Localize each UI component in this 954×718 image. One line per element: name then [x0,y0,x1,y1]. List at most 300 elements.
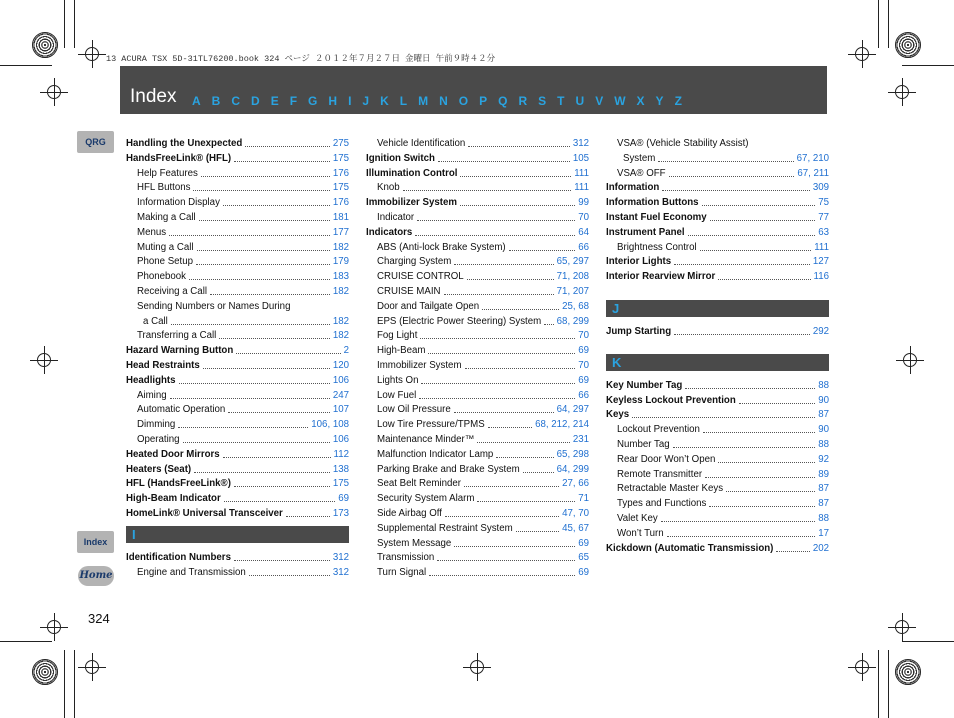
page-reference-link[interactable]: 69 [338,493,349,505]
page-reference-link[interactable]: 90 [818,424,829,436]
dot-leader [234,551,330,561]
index-entry [606,438,829,453]
index-term: VSA® OFF [617,167,666,179]
index-term: Receiving a Call [137,285,207,297]
index-entry [126,181,349,196]
page-reference-link[interactable]: 45, 67 [562,522,589,534]
dot-leader [196,255,330,265]
index-term: Seat Belt Reminder [377,478,461,490]
index-entry [126,329,349,344]
trim-line [888,0,889,48]
dot-leader [477,492,575,502]
page-reference-link[interactable]: 64 [578,226,589,238]
index-term: Low Oil Pressure [377,404,451,416]
page-reference-link[interactable]: 71, 207 [556,285,589,297]
letter-link[interactable]: K [380,94,389,108]
index-term: Malfunction Indicator Lamp [377,448,494,460]
dot-leader [428,344,575,354]
page-reference-link[interactable]: 71, 208 [556,271,589,283]
page-reference-link[interactable]: 292 [812,325,829,337]
letter-link[interactable]: A [192,94,201,108]
index-term: Number Tag [617,438,670,450]
index-entry [606,394,829,409]
index-term: Indicators [366,226,413,238]
index-term: Information Buttons [606,197,699,209]
page-reference-link[interactable]: 64, 299 [556,463,589,475]
index-entry [366,270,589,285]
index-entry [606,152,829,167]
trim-line [64,0,65,48]
dot-leader [234,152,330,162]
index-entry [126,418,349,433]
index-term: Maintenance Minder™ [377,433,475,445]
letter-link[interactable]: X [636,94,645,108]
letter-link[interactable]: G [308,94,318,108]
index-entry [606,196,829,211]
index-term: Handling the Unexpected [126,138,243,149]
index-entry [126,566,349,581]
index-term: Illumination Control [366,167,458,179]
index-entry [606,482,829,497]
index-entry [606,379,829,394]
crosshair-left-top [47,85,61,99]
page-reference-link[interactable]: 64, 297 [556,404,589,416]
page-reference-link[interactable]: 312 [332,566,349,578]
trim-line [888,650,889,718]
index-entry [126,315,349,330]
index-term: Indicator [377,211,415,223]
dot-leader [702,196,816,206]
index-term: Phone Setup [137,256,194,268]
crosshair-top-right [855,47,869,61]
letter-link[interactable]: R [518,94,528,108]
index-entry [126,255,349,270]
dot-leader [223,196,330,206]
page-reference-link[interactable]: 111 [574,182,589,194]
index-term: EPS (Electric Power Steering) System [377,315,542,327]
index-entry [366,551,589,566]
index-entry [606,226,829,241]
index-entry [366,241,589,256]
registration-circle-bottom-right [895,659,921,685]
dot-leader [467,270,554,280]
index-term: Valet Key [617,512,658,524]
dot-leader [703,423,815,433]
dot-leader [178,418,308,428]
dot-leader [454,255,553,265]
dot-leader [465,359,576,369]
entry-list [606,379,829,557]
page-reference-link[interactable]: 70 [578,359,589,371]
letter-link[interactable]: B [211,94,221,108]
page-reference-link[interactable]: 116 [813,271,829,283]
letter-link[interactable]: M [418,94,429,108]
crosshair-left-bottom [47,620,61,634]
page-reference-link[interactable]: 112 [333,448,349,460]
dot-leader [249,566,330,576]
page-reference-link[interactable]: 47, 70 [562,507,589,519]
index-term: Muting a Call [137,241,194,253]
index-term: Transferring a Call [137,330,217,342]
page-reference-link[interactable]: 173 [332,507,349,519]
crosshair-right-top [895,85,909,99]
index-term: Charging System [377,256,452,268]
page-reference-link[interactable]: 175 [332,478,349,490]
index-term: VSA® (Vehicle Stability Assist) [617,138,749,149]
page-reference-link[interactable]: 111 [574,167,589,179]
page-reference-link[interactable]: 71 [578,493,589,505]
index-term: Instant Fuel Economy [606,211,707,223]
dot-leader [718,270,810,280]
dot-leader [464,477,559,487]
dot-leader [236,344,340,354]
dot-leader [183,433,330,443]
page-reference-link[interactable]: 106 [332,433,349,445]
dot-leader [170,389,330,399]
dot-leader [438,152,570,162]
letter-link[interactable]: Z [674,94,682,108]
page-reference-link[interactable]: 69 [578,537,589,549]
index-term: Brightness Control [617,241,697,253]
index-term: Making a Call [137,211,196,223]
dot-leader [710,211,816,221]
letter-link[interactable]: S [538,94,547,108]
letter-link[interactable]: J [362,94,370,108]
index-entry [366,255,589,270]
index-entry [606,527,829,542]
page-reference-link[interactable]: 175 [332,182,349,194]
index-term: Immobilizer System [377,359,462,371]
index-term: Vehicle Identification [377,138,466,149]
index-term: Won’t Turn [617,527,664,539]
trim-line [74,0,75,48]
index-entry [606,423,829,438]
page-reference-link[interactable]: 182 [332,315,349,327]
letter-link[interactable]: L [399,94,408,108]
page-reference-link[interactable]: 182 [332,330,349,342]
page-reference-link[interactable]: 88 [818,512,829,524]
index-term: Dimming [137,419,176,431]
dot-leader [417,211,575,221]
registration-circle-bottom-left [32,659,58,685]
index-term: Aiming [137,389,167,401]
page-reference-link[interactable]: 182 [332,241,349,253]
page-reference-link[interactable]: 87 [818,498,829,510]
trim-line [902,65,954,66]
dot-leader [718,453,815,463]
letter-link[interactable]: I [348,94,352,108]
page-reference-link[interactable]: 67, 210 [796,152,829,164]
index-entry [126,507,349,522]
dot-leader [228,403,330,413]
dot-leader [523,463,554,473]
index-entry [126,196,349,211]
page-reference-link[interactable]: 75 [818,197,829,209]
index-entry [366,566,589,581]
dot-leader [661,512,815,522]
index-term: Menus [137,226,167,238]
index-entry [606,241,829,256]
index-term: Information Display [137,197,220,209]
dot-leader [437,551,575,561]
page-reference-link[interactable]: 202 [812,542,829,554]
index-entry [126,477,349,492]
dot-leader [726,482,815,492]
letter-link[interactable]: W [614,94,626,108]
qrg-tab[interactable]: QRG [77,131,114,153]
letter-link[interactable]: U [575,94,585,108]
index-entry [366,359,589,374]
dot-leader [444,285,554,295]
index-entry [606,270,829,285]
dot-leader [197,241,330,251]
page-reference-link[interactable]: 67, 211 [797,167,829,179]
trim-line [64,650,65,718]
dot-leader [234,477,330,487]
index-term: Heaters (Seat) [126,463,192,475]
index-term: Key Number Tag [606,379,683,391]
index-entry [126,270,349,285]
page-reference-link[interactable]: 231 [572,433,589,445]
page-reference-link[interactable]: 107 [332,404,349,416]
index-entry [606,137,829,152]
entry-list [606,137,829,285]
dot-leader [403,181,572,191]
dot-leader [776,542,809,552]
index-term: System [623,152,656,164]
letter-link[interactable]: Y [655,94,664,108]
dot-leader [632,408,815,418]
index-term: Sending Numbers or Names During [137,300,291,312]
dot-leader [705,468,815,478]
page-reference-link[interactable]: 69 [578,345,589,357]
index-term: Door and Tailgate Open [377,300,480,312]
letter-link[interactable]: T [557,94,565,108]
page-reference-link[interactable]: 27, 66 [562,478,589,490]
page-reference-link[interactable]: 111 [814,241,829,253]
page-reference-link[interactable]: 179 [332,256,349,268]
index-entry [366,211,589,226]
trim-line [902,641,954,642]
page-reference-link[interactable]: 70 [578,211,589,223]
page-reference-link[interactable]: 68, 212, 214 [535,419,589,431]
page-reference-link[interactable]: 138 [332,463,349,475]
crosshair-bottom-mid [470,660,484,674]
page-reference-link[interactable]: 120 [332,359,349,371]
page-reference-link[interactable]: 88 [818,438,829,450]
dot-leader [223,448,331,458]
page-reference-link[interactable]: 88 [818,379,829,391]
trim-line [878,650,879,718]
page-reference-link[interactable]: 181 [332,211,349,223]
index-entry [606,408,829,423]
section-header-k: K [606,354,829,371]
page-reference-link[interactable]: 106 [332,374,349,386]
page-reference-link[interactable]: 106, 108 [311,419,349,431]
page-reference-link[interactable]: 175 [332,152,349,164]
page-reference-link[interactable]: 2 [343,345,349,357]
index-entry [606,167,829,182]
index-term: Parking Brake and Brake System [377,463,520,475]
index-entry [606,453,829,468]
dot-leader [179,374,330,384]
index-term: HFL (HandsFreeLink®) [126,478,231,490]
dot-leader [516,522,559,532]
dot-leader [477,433,569,443]
index-entry [126,211,349,226]
index-entry [366,463,589,478]
index-term: Head Restraints [126,359,200,371]
index-tab[interactable]: Index [77,531,114,553]
index-entry [606,512,829,527]
page-reference-link[interactable]: 127 [812,256,829,268]
index-term: Engine and Transmission [137,566,246,578]
index-entry [366,137,589,152]
page-reference-link[interactable]: 309 [812,182,829,194]
letter-link[interactable]: C [231,94,241,108]
index-entry [366,389,589,404]
page-reference-link[interactable]: 105 [572,152,589,164]
page-reference-link[interactable]: 87 [818,409,829,421]
crosshair-top-left [85,47,99,61]
letter-link[interactable]: E [270,94,279,108]
letter-link[interactable]: H [328,94,338,108]
index-term: Low Fuel [377,389,417,401]
letter-link[interactable]: N [439,94,448,108]
crosshair-left-mid [37,353,51,367]
index-term: Supplemental Restraint System [377,522,513,534]
index-term: HomeLink® Universal Transceiver [126,507,283,519]
index-entry [126,285,349,300]
index-entry [366,285,589,300]
dot-leader [700,241,812,251]
page-reference-link[interactable]: 87 [818,483,829,495]
index-entry [366,226,589,241]
index-entry [606,468,829,483]
home-tab-label: Home [79,570,113,581]
page-reference-link[interactable]: 182 [332,285,349,297]
page-reference-link[interactable]: 70 [578,330,589,342]
dot-leader [210,285,330,295]
index-term: High-Beam Indicator [126,493,221,505]
index-term: Side Airbag Off [377,507,442,519]
index-term: CRUISE CONTROL [377,271,464,283]
index-term: Immobilizer System [366,197,457,209]
page-reference-link[interactable]: 69 [578,567,589,579]
index-entry [366,418,589,433]
entry-list [606,325,829,340]
page-reference-link[interactable]: 183 [332,271,349,283]
registration-circle-top-right [895,32,921,58]
page-reference-link[interactable]: 66 [578,241,589,253]
index-entry [126,241,349,256]
page-reference-link[interactable]: 176 [332,167,349,179]
section-header-i: I [126,526,349,543]
letter-link[interactable]: O [458,94,469,108]
dot-leader [709,497,815,507]
page-reference-link[interactable]: 176 [332,197,349,209]
index-term: Fog Light [377,330,418,342]
page-reference-link[interactable]: 312 [572,138,589,149]
page-reference-link[interactable]: 90 [818,394,829,406]
index-term: Instrument Panel [606,226,685,238]
section-header-j: J [606,300,829,317]
page-reference-link[interactable]: 68, 299 [556,315,589,327]
index-entry [126,152,349,167]
page-reference-link[interactable]: 177 [332,226,349,238]
page-reference-link[interactable]: 65, 298 [556,448,589,460]
page-reference-link[interactable]: 65, 297 [556,256,589,268]
index-term: Help Features [137,167,198,179]
home-tab[interactable] [78,566,114,586]
index-entry [126,389,349,404]
dot-leader [454,537,575,547]
index-entry [606,542,829,557]
page-reference-link[interactable]: 77 [818,211,829,223]
index-entry [126,344,349,359]
trim-line [0,65,52,66]
page-reference-link[interactable]: 92 [818,453,829,465]
page-reference-link[interactable]: 65 [578,552,589,564]
crosshair-right-bottom [895,620,909,634]
page-reference-link[interactable]: 17 [818,527,829,539]
index-entry [366,492,589,507]
index-entry [366,448,589,463]
dot-leader [219,329,330,339]
page-reference-link[interactable]: 25, 68 [562,300,589,312]
dot-leader [662,181,810,191]
index-term: Automatic Operation [137,404,226,416]
dot-leader [189,270,330,280]
dot-leader [420,329,575,339]
index-entry [366,167,589,182]
dot-leader [673,438,816,448]
index-term: Security System Alarm [377,493,475,505]
index-entry [366,537,589,552]
dot-leader [460,196,575,206]
index-term: Kickdown (Automatic Transmission) [606,542,774,554]
dot-leader [669,167,795,177]
index-term: System Message [377,537,452,549]
index-term: Heated Door Mirrors [126,448,220,460]
letter-link[interactable]: Q [498,94,508,108]
dot-leader [667,527,816,537]
page-reference-link[interactable]: 99 [578,197,589,209]
dot-leader [482,300,559,310]
index-term: High-Beam [377,345,426,357]
index-entry [366,522,589,537]
letter-link[interactable]: F [289,94,298,108]
letter-link[interactable]: V [595,94,604,108]
page-reference-link[interactable]: 275 [332,138,349,149]
index-entry [126,403,349,418]
letter-link[interactable]: P [479,94,488,108]
page-reference-link[interactable]: 312 [332,551,349,563]
index-header [120,66,827,114]
letter-link[interactable]: D [251,94,260,108]
page-reference-link[interactable]: 63 [818,226,829,238]
page-reference-link[interactable]: 247 [332,389,349,401]
dot-leader [245,137,330,147]
page-reference-link[interactable]: 66 [578,389,589,401]
index-entry [606,255,829,270]
crosshair-bottom-left [85,660,99,674]
trim-line [74,650,75,718]
page-reference-link[interactable]: 89 [818,468,829,480]
index-entry [126,226,349,241]
page-reference-link[interactable]: 69 [578,374,589,386]
dot-leader [496,448,553,458]
